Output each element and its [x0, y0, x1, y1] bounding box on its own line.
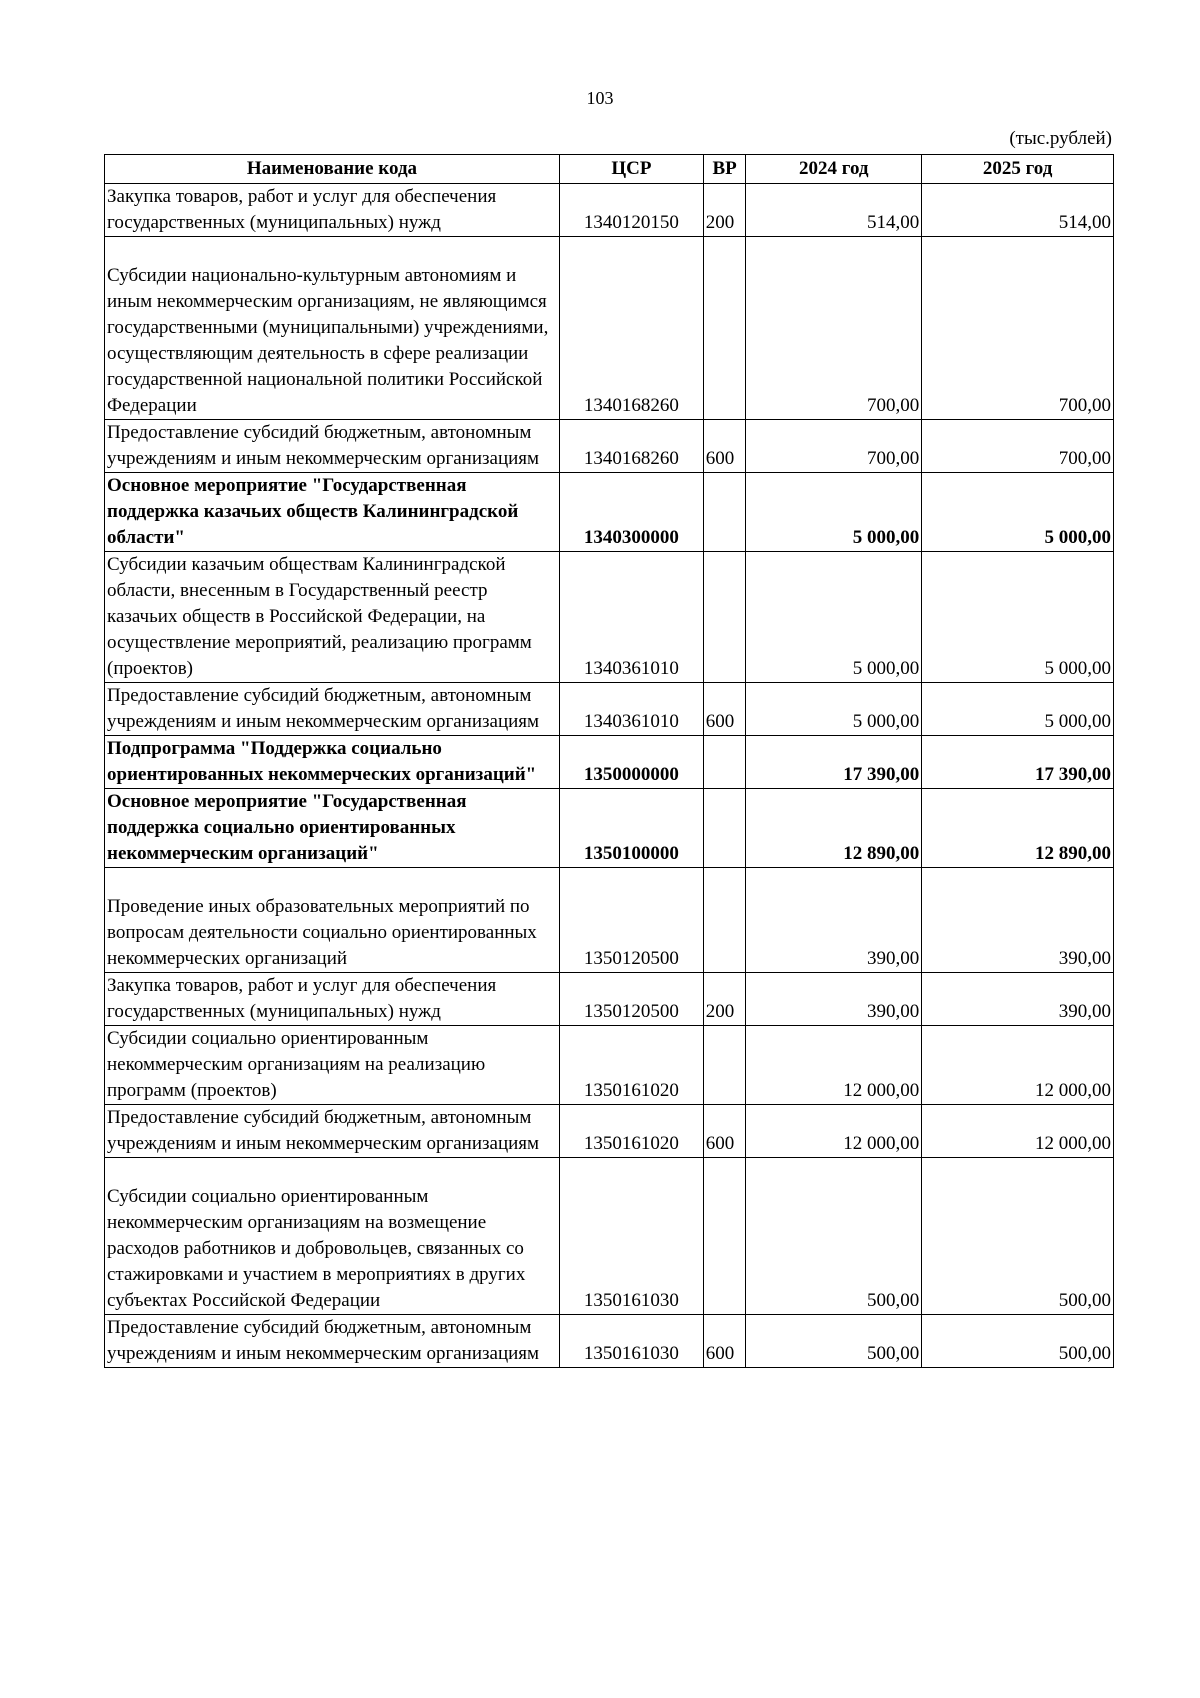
table-row: [105, 1105, 1114, 1158]
csr-cell: 1340120150: [559, 184, 703, 237]
table-header-row: [105, 155, 1114, 184]
table-row: [105, 1158, 1114, 1315]
value-2025-cell: 5 000,00: [922, 473, 1114, 552]
vr-cell: 600: [703, 683, 746, 736]
value-2024-cell: 390,00: [746, 868, 922, 973]
csr-cell: 1350000000: [559, 736, 703, 789]
name-cell: Предоставление субсидий бюджетным, автономным учреждениям и иным некоммерческим организациям: [105, 420, 560, 473]
value-2024-cell: 12 000,00: [746, 1026, 922, 1105]
value-2025-cell: 700,00: [922, 420, 1114, 473]
value-2025-cell: 12 890,00: [922, 789, 1114, 868]
name-cell: [105, 237, 560, 420]
vr-cell: 600: [703, 420, 746, 473]
vr-cell: 200: [703, 184, 746, 237]
name-cell: [105, 1158, 560, 1315]
value-2025-cell: 12 000,00: [922, 1026, 1114, 1105]
value-2024-cell: 5 000,00: [746, 473, 922, 552]
value-2025-cell: 500,00: [922, 1315, 1114, 1368]
csr-cell: 1350100000: [559, 789, 703, 868]
name-cell: [105, 868, 560, 973]
table-row: [105, 973, 1114, 1026]
csr-cell: 1340168260: [559, 420, 703, 473]
name-text: Субсидии национально-культурным автономиям и иным некоммерческим организациям, не являющимся государственными (муниципальными) учреждениями, осуществляющим деятельность в сфере реализации государственной национальной политики Российской Федерации: [107, 265, 549, 416]
value-2024-cell: 17 390,00: [746, 736, 922, 789]
name-cell: Предоставление субсидий бюджетным, автономным учреждениям и иным некоммерческим организациям: [105, 683, 560, 736]
name-cell: Субсидии казачьим обществам Калининградской области, внесенным в Государственный реестр казачьих обществ в Российской Федерации, на осуществление мероприятий, реализацию программ (проектов): [105, 552, 560, 683]
name-cell: Предоставление субсидий бюджетным, автономным учреждениям и иным некоммерческим организациям: [105, 1105, 560, 1158]
vr-cell: [703, 789, 746, 868]
value-2024-cell: 5 000,00: [746, 683, 922, 736]
value-2025-cell: 5 000,00: [922, 552, 1114, 683]
table-body: [105, 184, 1114, 1368]
value-2024-cell: 700,00: [746, 420, 922, 473]
vr-cell: 600: [703, 1105, 746, 1158]
name-cell: Предоставление субсидий бюджетным, автономным учреждениям и иным некоммерческим организациям: [105, 1315, 560, 1368]
csr-cell: 1340168260: [559, 237, 703, 420]
value-2025-cell: 514,00: [922, 184, 1114, 237]
cell-top-spacer: [107, 237, 557, 263]
name-text: Субсидии социально ориентированным некоммерческим организациям на возмещение расходов работников и добровольцев, связанных со стажировками и участием в мероприятиях в других субъектах Российской Федерации: [107, 1186, 526, 1311]
vr-cell: [703, 237, 746, 420]
vr-cell: [703, 473, 746, 552]
table-row: [105, 420, 1114, 473]
units-note: (тыс.рублей): [1009, 128, 1112, 149]
cell-top-spacer: [107, 868, 557, 894]
table-row: [105, 473, 1114, 552]
value-2025-cell: 700,00: [922, 237, 1114, 420]
table-row: [105, 736, 1114, 789]
value-2025-cell: 390,00: [922, 973, 1114, 1026]
header-2025: 2025 год: [922, 155, 1114, 184]
csr-cell: 1350161030: [559, 1315, 703, 1368]
name-text: Проведение иных образовательных мероприятий по вопросам деятельности социально ориентированных некоммерческих организаций: [107, 896, 537, 969]
budget-table: [104, 154, 1114, 1368]
value-2025-cell: 12 000,00: [922, 1105, 1114, 1158]
header-csr: ЦСР: [559, 155, 703, 184]
name-cell: Закупка товаров, работ и услуг для обеспечения государственных (муниципальных) нужд: [105, 973, 560, 1026]
table-row: [105, 1315, 1114, 1368]
value-2025-cell: 5 000,00: [922, 683, 1114, 736]
header-vr: ВР: [703, 155, 746, 184]
name-cell: Субсидии социально ориентированным некоммерческим организациям на реализацию программ (проектов): [105, 1026, 560, 1105]
table-row: [105, 1026, 1114, 1105]
table-row: [105, 789, 1114, 868]
value-2024-cell: 500,00: [746, 1158, 922, 1315]
value-2025-cell: 390,00: [922, 868, 1114, 973]
name-cell: Основное мероприятие "Государственная поддержка социально ориентированных некоммерческим организаций": [105, 789, 560, 868]
vr-cell: [703, 1026, 746, 1105]
name-cell: Закупка товаров, работ и услуг для обеспечения государственных (муниципальных) нужд: [105, 184, 560, 237]
vr-cell: [703, 736, 746, 789]
header-name: Наименование кода: [105, 155, 560, 184]
csr-cell: 1350161030: [559, 1158, 703, 1315]
value-2025-cell: 500,00: [922, 1158, 1114, 1315]
vr-cell: 600: [703, 1315, 746, 1368]
table-row: [105, 552, 1114, 683]
cell-top-spacer: [107, 1158, 557, 1184]
value-2025-cell: 17 390,00: [922, 736, 1114, 789]
value-2024-cell: 12 890,00: [746, 789, 922, 868]
vr-cell: [703, 552, 746, 683]
value-2024-cell: 700,00: [746, 237, 922, 420]
csr-cell: 1350120500: [559, 973, 703, 1026]
csr-cell: 1340300000: [559, 473, 703, 552]
vr-cell: 200: [703, 973, 746, 1026]
csr-cell: 1350120500: [559, 868, 703, 973]
name-cell: Подпрограмма "Поддержка социально ориентированных некоммерческих организаций": [105, 736, 560, 789]
name-cell: Основное мероприятие "Государственная поддержка казачьих обществ Калининградской области": [105, 473, 560, 552]
table-row: [105, 868, 1114, 973]
vr-cell: [703, 1158, 746, 1315]
table-row: [105, 237, 1114, 420]
value-2024-cell: 12 000,00: [746, 1105, 922, 1158]
value-2024-cell: 390,00: [746, 973, 922, 1026]
csr-cell: 1350161020: [559, 1105, 703, 1158]
value-2024-cell: 500,00: [746, 1315, 922, 1368]
csr-cell: 1340361010: [559, 552, 703, 683]
vr-cell: [703, 868, 746, 973]
table-row: [105, 184, 1114, 237]
value-2024-cell: 5 000,00: [746, 552, 922, 683]
csr-cell: 1340361010: [559, 683, 703, 736]
csr-cell: 1350161020: [559, 1026, 703, 1105]
table-row: [105, 683, 1114, 736]
value-2024-cell: 514,00: [746, 184, 922, 237]
page-number: 103: [586, 88, 614, 108]
header-2024: 2024 год: [746, 155, 922, 184]
